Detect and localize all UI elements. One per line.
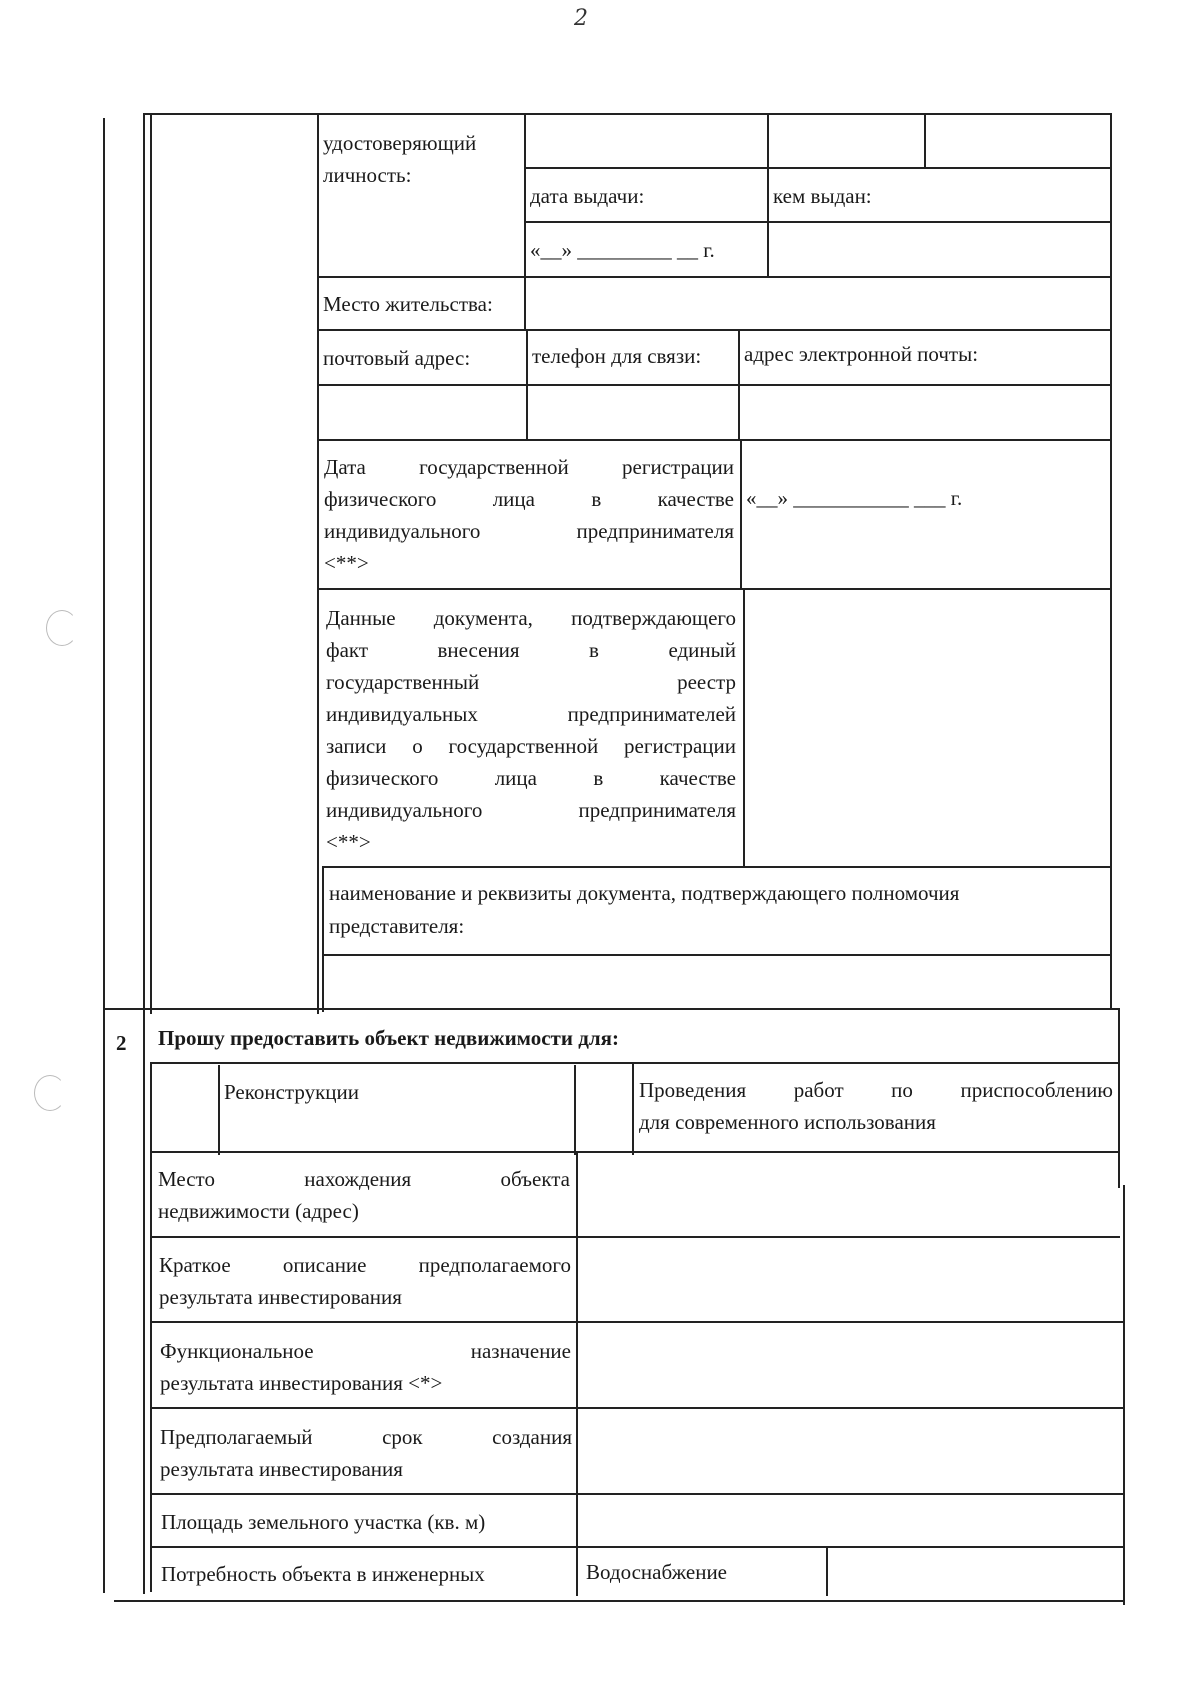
function-line-2: результата инвестирования <*> xyxy=(160,1371,443,1395)
border-rep-left xyxy=(322,866,324,1012)
ip-reg-date-value: «__» ___________ ___ г. xyxy=(746,486,963,510)
postal-label: почтовый адрес: xyxy=(323,346,471,370)
email-label: адрес электронной почты: xyxy=(744,342,979,366)
border-inner-col xyxy=(150,114,152,1014)
ip-reg-date-line-2: физического лица в качестве xyxy=(324,487,734,511)
border-egrip-top xyxy=(319,588,1111,590)
border-section2-inner xyxy=(150,1062,152,1592)
location-line-2: недвижимости (адрес) xyxy=(158,1199,359,1223)
border-function-top xyxy=(150,1321,1123,1323)
egrip-line-7: индивидуального предпринимателя xyxy=(326,798,736,822)
border-residence-div xyxy=(524,276,526,330)
function-line-1: Функциональное назначение xyxy=(160,1339,571,1363)
egrip-line-8: <**> xyxy=(326,830,371,854)
border-value-col xyxy=(576,1151,578,1596)
id-doc-label-1: удостоверяющий xyxy=(323,131,477,155)
egrip-line-6: физического лица в качестве xyxy=(326,766,736,790)
engineering-label: Потребность объекта в инженерных xyxy=(161,1562,485,1586)
residence-label: Место жительства: xyxy=(323,292,493,316)
border-rep-mid xyxy=(322,954,1111,956)
border-id-h2 xyxy=(524,221,1111,223)
egrip-line-2: факт внесения в единый xyxy=(326,638,736,662)
border-ip-top xyxy=(317,439,1111,441)
issue-date-value: «__» _________ __ г. xyxy=(530,238,715,262)
ip-reg-date-line-4: <**> xyxy=(324,551,369,575)
ip-reg-date-label xyxy=(324,451,734,579)
location-label xyxy=(158,1163,570,1227)
border-section2-top xyxy=(103,1008,1119,1010)
border-residence-top xyxy=(317,276,1111,278)
id-doc-label-2: личность: xyxy=(323,163,412,187)
border-bottom xyxy=(114,1600,1124,1602)
border-subform-left xyxy=(317,114,319,1014)
border-num-col xyxy=(143,114,145,1594)
option-adaptation-line-2: для современного использования xyxy=(639,1110,936,1134)
border-term-top xyxy=(150,1407,1123,1409)
egrip-line-3: государственный реестр xyxy=(326,670,736,694)
border-contacts-mid xyxy=(317,384,1111,386)
border-contacts-top xyxy=(317,329,1111,331)
border-right xyxy=(1110,113,1112,1010)
land-area-label: Площадь земельного участка (кв. м) xyxy=(161,1510,486,1534)
border-opt1-check xyxy=(218,1065,220,1155)
section2-number: 2 xyxy=(116,1031,127,1055)
border-description-top xyxy=(150,1236,1120,1238)
function-label xyxy=(160,1335,571,1399)
egrip-label xyxy=(326,602,736,858)
option-adaptation-label xyxy=(639,1074,1113,1138)
punch-hole-bottom xyxy=(34,1075,66,1111)
rep-doc-label-2: представителя: xyxy=(329,914,465,938)
ip-reg-date-line-1: Дата государственной регистрации xyxy=(324,455,734,479)
option-adaptation-line-1: Проведения работ по приспособлению xyxy=(639,1078,1113,1102)
description-line-2: результата инвестирования xyxy=(159,1285,402,1309)
description-label xyxy=(159,1249,571,1313)
ip-reg-date-line-3: индивидуального предпринимателя xyxy=(324,519,734,543)
term-label xyxy=(160,1421,572,1485)
egrip-line-1: Данные документа, подтверждающего xyxy=(326,606,736,630)
egrip-line-4: индивидуальных предпринимателей xyxy=(326,702,736,726)
border-opt-mid xyxy=(574,1065,576,1155)
issued-by-label: кем выдан: xyxy=(773,184,872,208)
border-id-3 xyxy=(924,114,926,169)
egrip-line-5: записи о государственной регистрации xyxy=(326,734,736,758)
water-label: Водоснабжение xyxy=(586,1560,728,1584)
border-engineering-top xyxy=(150,1546,1123,1548)
border-water-div xyxy=(826,1546,828,1596)
border-id-1 xyxy=(524,114,526,278)
term-line-1: Предполагаемый срок создания xyxy=(160,1425,572,1449)
location-line-1: Место нахождения объекта xyxy=(158,1167,570,1191)
border-egrip-div xyxy=(743,588,745,868)
border-id-h1 xyxy=(524,167,1111,169)
option-reconstruction-label: Реконструкции xyxy=(224,1080,359,1104)
rep-doc-label-1: наименование и реквизиты документа, подтверждающего полномочия xyxy=(329,881,960,905)
border-id-2 xyxy=(767,114,769,278)
border-right-bottom xyxy=(1123,1185,1125,1605)
border-area-top xyxy=(150,1493,1123,1495)
phone-label: телефон для связи: xyxy=(532,344,702,368)
punch-hole-top xyxy=(46,610,78,646)
border-opt2-check xyxy=(632,1062,634,1155)
border-top xyxy=(143,113,1112,115)
page-number: 2 xyxy=(574,6,588,31)
border-rep-top xyxy=(322,866,1111,868)
term-line-2: результата инвестирования xyxy=(160,1457,403,1481)
border-location-top xyxy=(150,1151,1119,1153)
border-ip-div xyxy=(740,439,742,589)
issue-date-label: дата выдачи: xyxy=(530,184,645,208)
description-line-1: Краткое описание предполагаемого xyxy=(159,1253,571,1277)
section2-title: Прошу предоставить объект недвижимости для: xyxy=(158,1026,619,1050)
border-left-outer xyxy=(103,118,105,1593)
border-options-top xyxy=(150,1062,1119,1064)
border-right-lower xyxy=(1118,1008,1120,1188)
